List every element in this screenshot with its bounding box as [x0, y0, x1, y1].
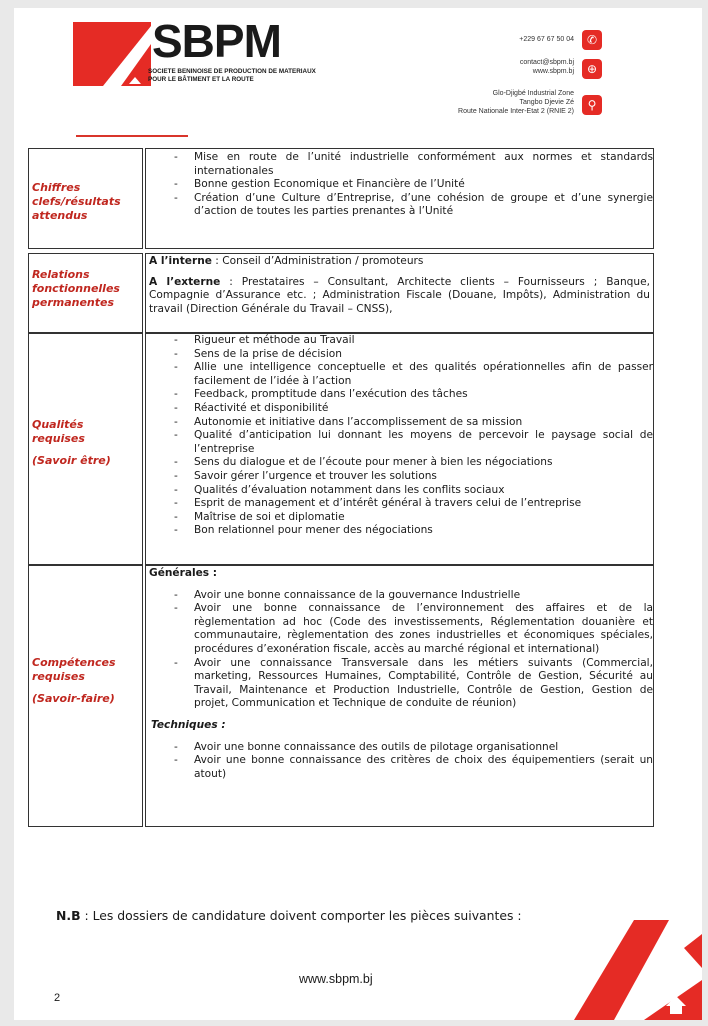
globe-icon: ⊕ [582, 59, 602, 79]
address: Glo-Djigbé Industrial Zone Tangbo Djevie Zé Route Nationale Inter-Etat 2 (RNIE 2) [458, 90, 574, 115]
job-profile-table [28, 144, 654, 826]
list-item: - Avoir une bonne connaissance de l’environnement des affaires et de la règlementation ad hoc (Code des investissements, Réglementation douanière et communautaire, règlementation des zones industrielles et économiques spéciales, procédures d’exonération fiscale, accès au marché régional et international) [146, 602, 653, 656]
list-item: - Allie une intelligence conceptuelle et des qualités opérationnelles afin de passer facilement de l’idée à l’action [146, 361, 653, 388]
list-item: - Mise en route de l’unité industrielle conformément aux normes et standards internationales [146, 151, 653, 178]
page-number: 2 [54, 992, 61, 1004]
footer-website: www.sbpm.bj [299, 972, 373, 986]
list-item: - Réactivité et disponibilité [146, 402, 653, 416]
email-address: contact@sbpm.bj www.sbpm.bj [519, 59, 574, 75]
list-item: - Esprit de management et d’intérêt général à travers celui de l’entreprise [146, 497, 653, 511]
list-item: - Bon relationnel pour mener des négociations [146, 524, 653, 538]
generales-heading: Générales : [149, 567, 218, 579]
list-item: - Avoir une bonne connaissance des outils de pilotage organisationnel [146, 741, 653, 755]
list-item: - Avoir une bonne connaissance des critères de choix des équipementiers (serait un atout) [146, 754, 653, 781]
content-cell-chiffres [145, 148, 654, 249]
list-item: - Feedback, promptitude dans l’exécution des tâches [146, 388, 653, 402]
label-cell-competences: Compétences requises (Savoir-faire) [28, 565, 143, 827]
techniques-heading: Techniques : [151, 718, 226, 731]
list-item: - Sens du dialogue et de l’écoute pour mener à bien les négociations [146, 456, 653, 470]
content-cell-relations [145, 253, 654, 333]
header-divider [76, 135, 188, 137]
nb-note: N.B : Les dossiers de candidature doivent comporter les pièces suivantes : [56, 908, 522, 923]
phone-icon: ✆ [582, 30, 602, 50]
interne-line: A l’interne : Conseil d’Administration / promoteurs [149, 255, 424, 267]
phone-number: +229 67 67 50 04 [519, 36, 574, 43]
label-cell-qualites: Qualités requises (Savoir être) [28, 333, 143, 565]
sbpm-corner-logo [574, 908, 702, 1020]
list-item: - Bonne gestion Economique et Financière de l’Unité [146, 178, 653, 192]
label-cell-relations: Relations fonctionnelles permanentes [28, 253, 143, 333]
content-cell-qualites [145, 333, 654, 565]
externe-line: A l’externe : Prestataires – Consultant, Architecte clients – Fournisseurs ; Banque, Compagnie d’Assurance etc. ; Administration Fiscale (Douane, Impôts), Administration du travail (Direction Générale du Travail – CNSS), [149, 275, 650, 315]
list-item: - Qualité d’anticipation lui donnant les moyens de percevoir le paysage social de l’entreprise [146, 429, 653, 456]
list-item: - Qualités d’évaluation notamment dans les conflits sociaux [146, 484, 653, 498]
list-item: - Savoir gérer l’urgence et trouver les solutions [146, 470, 653, 484]
content-cell-competences [145, 565, 654, 827]
list-item: - Création d’une Culture d’Entreprise, d’une cohésion de groupe et d’une synergie d’action de toutes les parties prenantes à l’Unité [146, 192, 653, 219]
list-item: - Autonomie et initiative dans l’accomplissement de sa mission [146, 416, 653, 430]
list-item: - Maîtrise de soi et diplomatie [146, 511, 653, 525]
brand-name: SBPM [152, 15, 281, 67]
sbpm-logo-mark [73, 22, 151, 86]
location-pin-icon: ⚲ [582, 95, 602, 115]
brand-subtitle: SOCIETE BENINOISE DE PRODUCTION DE MATERIAUX POUR LE BÂTIMENT ET LA ROUTE [148, 68, 316, 83]
list-item: - Sens de la prise de décision [146, 348, 653, 362]
list-item: - Rigueur et méthode au Travail [146, 334, 653, 348]
list-item: - Avoir une bonne connaissance de la gouvernance Industrielle [146, 589, 653, 603]
label-cell-chiffres: Chiffres clefs/résultats attendus [28, 148, 143, 249]
document-page [14, 8, 702, 1020]
list-item: - Avoir une connaissance Transversale dans les métiers suivants (Commercial, marketing, Ressources Humaines, Comptabilité, Contrôle de Gestion, Sécurité au Travail, Maintenance et Production Industrielle, Contrôle de Gestion, Gestion de projet, Communication et Technique de conduite de réunion) [146, 657, 653, 711]
